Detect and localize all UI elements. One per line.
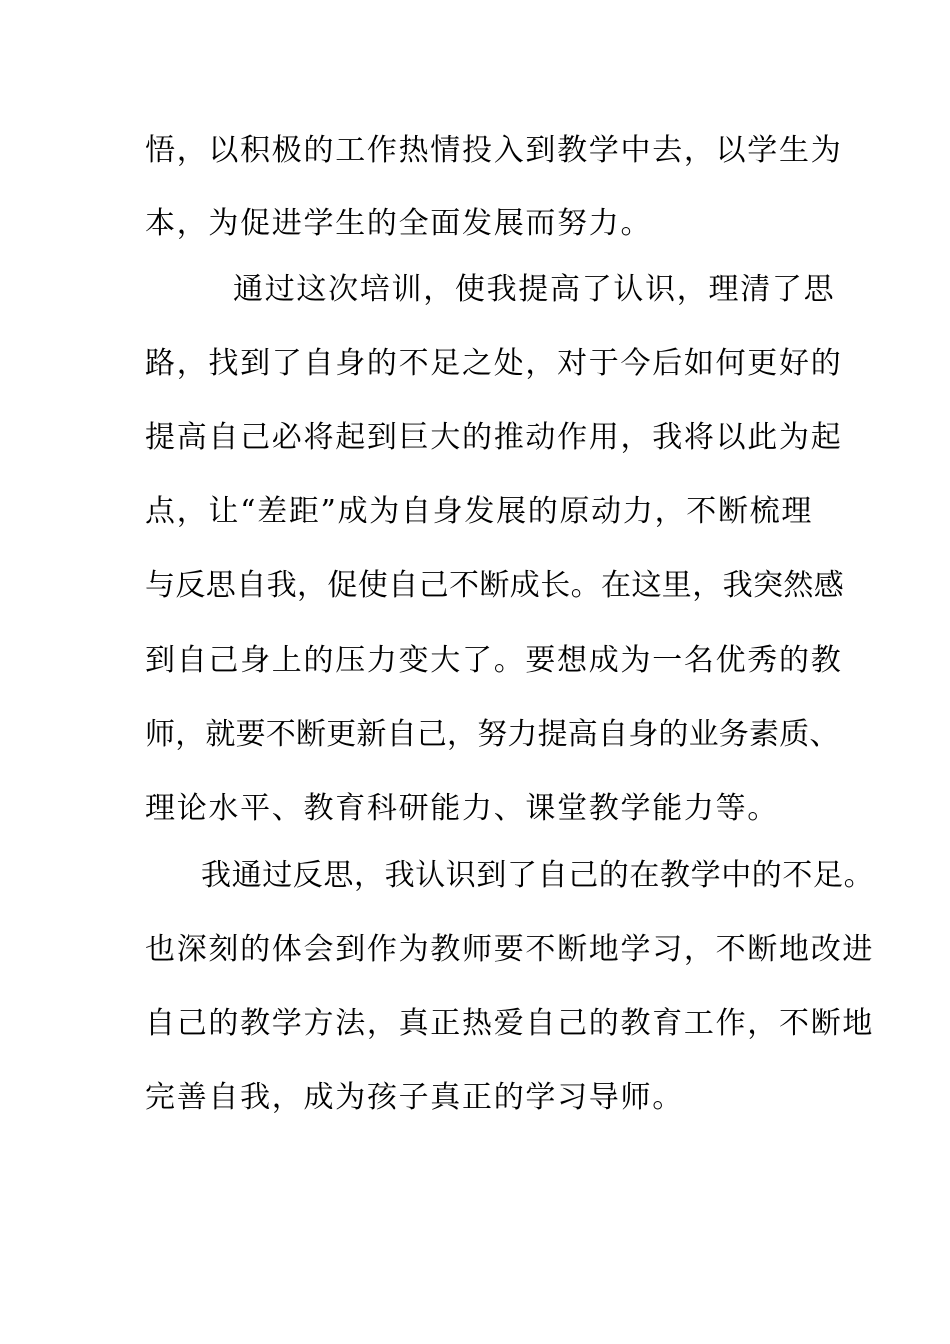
text-line: 理论水平、教育科研能力、课堂教学能力等。 (145, 791, 779, 826)
text-line: 自己的教学方法，真正热爱自己的教育工作，不断地 (145, 1006, 875, 1041)
text-line: 也深刻的体会到作为教师要不断地学习，不断地改进 (145, 932, 875, 967)
text-line: 点，让“差距”成为自身发展的原动力，不断梳理 (145, 494, 814, 529)
text-line: 悟，以积极的工作热情投入到教学中去，以学生为 (145, 133, 843, 168)
text-line: 本，为促进学生的全面发展而努力。 (145, 206, 653, 241)
paragraph-start-line: 通过这次培训，使我提高了认识，理清了思 (233, 272, 836, 307)
text-line: 到自己身上的压力变大了。要想成为一名优秀的教 (145, 643, 843, 678)
text-line: 完善自我，成为孩子真正的学习导师。 (145, 1080, 684, 1115)
text-line: 提高自己必将起到巨大的推动作用，我将以此为起 (145, 420, 843, 455)
text-line: 师，就要不断更新自己，努力提高自身的业务素质、 (145, 717, 840, 752)
text-line: 路，找到了自身的不足之处，对于今后如何更好的 (145, 346, 843, 381)
text-line: 与反思自我，促使自己不断成长。在这里，我突然感 (145, 568, 845, 603)
paragraph-start-line: 我通过反思，我认识到了自己的在教学中的不足。 (201, 858, 875, 893)
